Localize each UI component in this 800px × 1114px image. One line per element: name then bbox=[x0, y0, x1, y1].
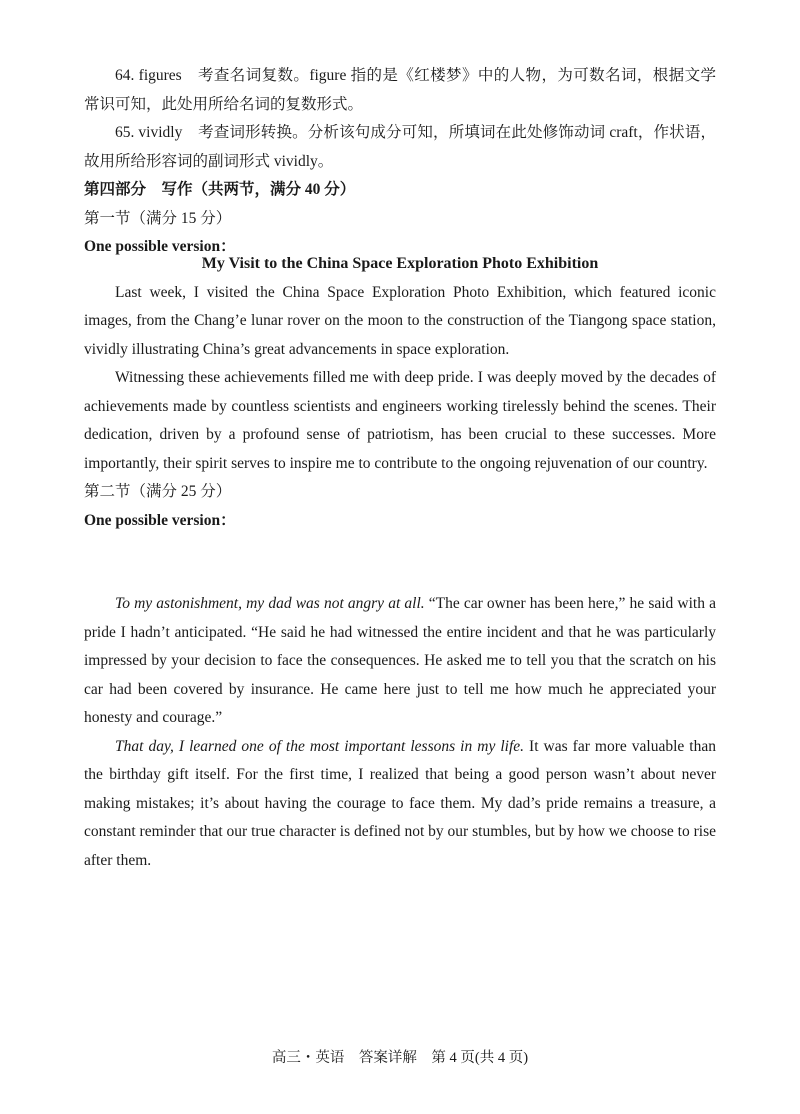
essay1-paragraph-1: Last week, I visited the China Space Exploration Photo Exhibition, which featured iconic images, from the Chang’e lunar rover on the moon to the construction of the Tiangong space station, vividly illustrating China’s great advancements in space exploration. bbox=[84, 283, 716, 358]
section1-essay bbox=[84, 250, 716, 535]
essay-title: My Visit to the China Space Exploration Photo Exhibition bbox=[201, 255, 599, 272]
answer-explanations bbox=[84, 62, 716, 262]
page-footer: 高三・英语 答案详解 第 4 页(共 4 页) bbox=[271, 1050, 529, 1066]
essay2-paragraph-1 bbox=[84, 590, 716, 733]
section2-version-label: One possible version： bbox=[84, 511, 236, 529]
answer-65: 65. vividly 考查词形转换。分析该句成分可知，所填词在此处修饰动词 craft，作状语，故用所给形容词的副词形式 vividly。 bbox=[84, 124, 716, 170]
answer-64: 64. figures 考查名词复数。figure 指的是《红楼梦》中的人物，为可数名词，根据文学常识可知，此处用所给名词的复数形式。 bbox=[84, 67, 716, 113]
part4-heading: 第四部分 写作（共两节，满分 40 分） bbox=[84, 181, 356, 198]
section2-heading: 第二节（满分 25 分） bbox=[84, 483, 232, 500]
section1-heading: 第一节（满分 15 分） bbox=[84, 209, 232, 227]
essay2-p2-lead: That day, I learned one of the most important lessons in my life. bbox=[115, 737, 525, 755]
essay2-p1-lead: To my astonishment, my dad was not angry at all. bbox=[115, 595, 425, 612]
essay2-p1-rest: “The car owner has been here,” he said with a pride I hadn’t anticipated. “He said he had witnessed the entire incident and that he was particularly impressed by your decision to face the consequences. He asked me to tell you that the scratch on his car had been covered by insurance. He came here just to tell me how much he appreciated your honesty and courage.” bbox=[84, 595, 716, 726]
essay1-paragraph-2: Witnessing these achievements filled me with deep pride. I was deeply moved by the decades of achievements made by countless scientists and engineers working tirelessly behind the scenes. Their dedication, driven by a profound sense of patriotism, has been crucial to these successes. More importantly, their spirit serves to inspire me to contribute to the ongoing rejuvenation of our country. bbox=[84, 369, 716, 472]
section2-essay bbox=[84, 590, 716, 875]
section1-version-label: One possible version： bbox=[84, 238, 236, 255]
essay2-paragraph-2 bbox=[84, 733, 716, 876]
essay2-p2-rest: It was far more valuable than the birthday gift itself. For the first time, I realized that being a good person wasn’t about never making mistakes; it’s about having the courage to face them. My dad’s pride remains a treasure, a constant reminder that our true character is defined not by our stumbles, but by how we choose to rise after them. bbox=[84, 737, 716, 869]
